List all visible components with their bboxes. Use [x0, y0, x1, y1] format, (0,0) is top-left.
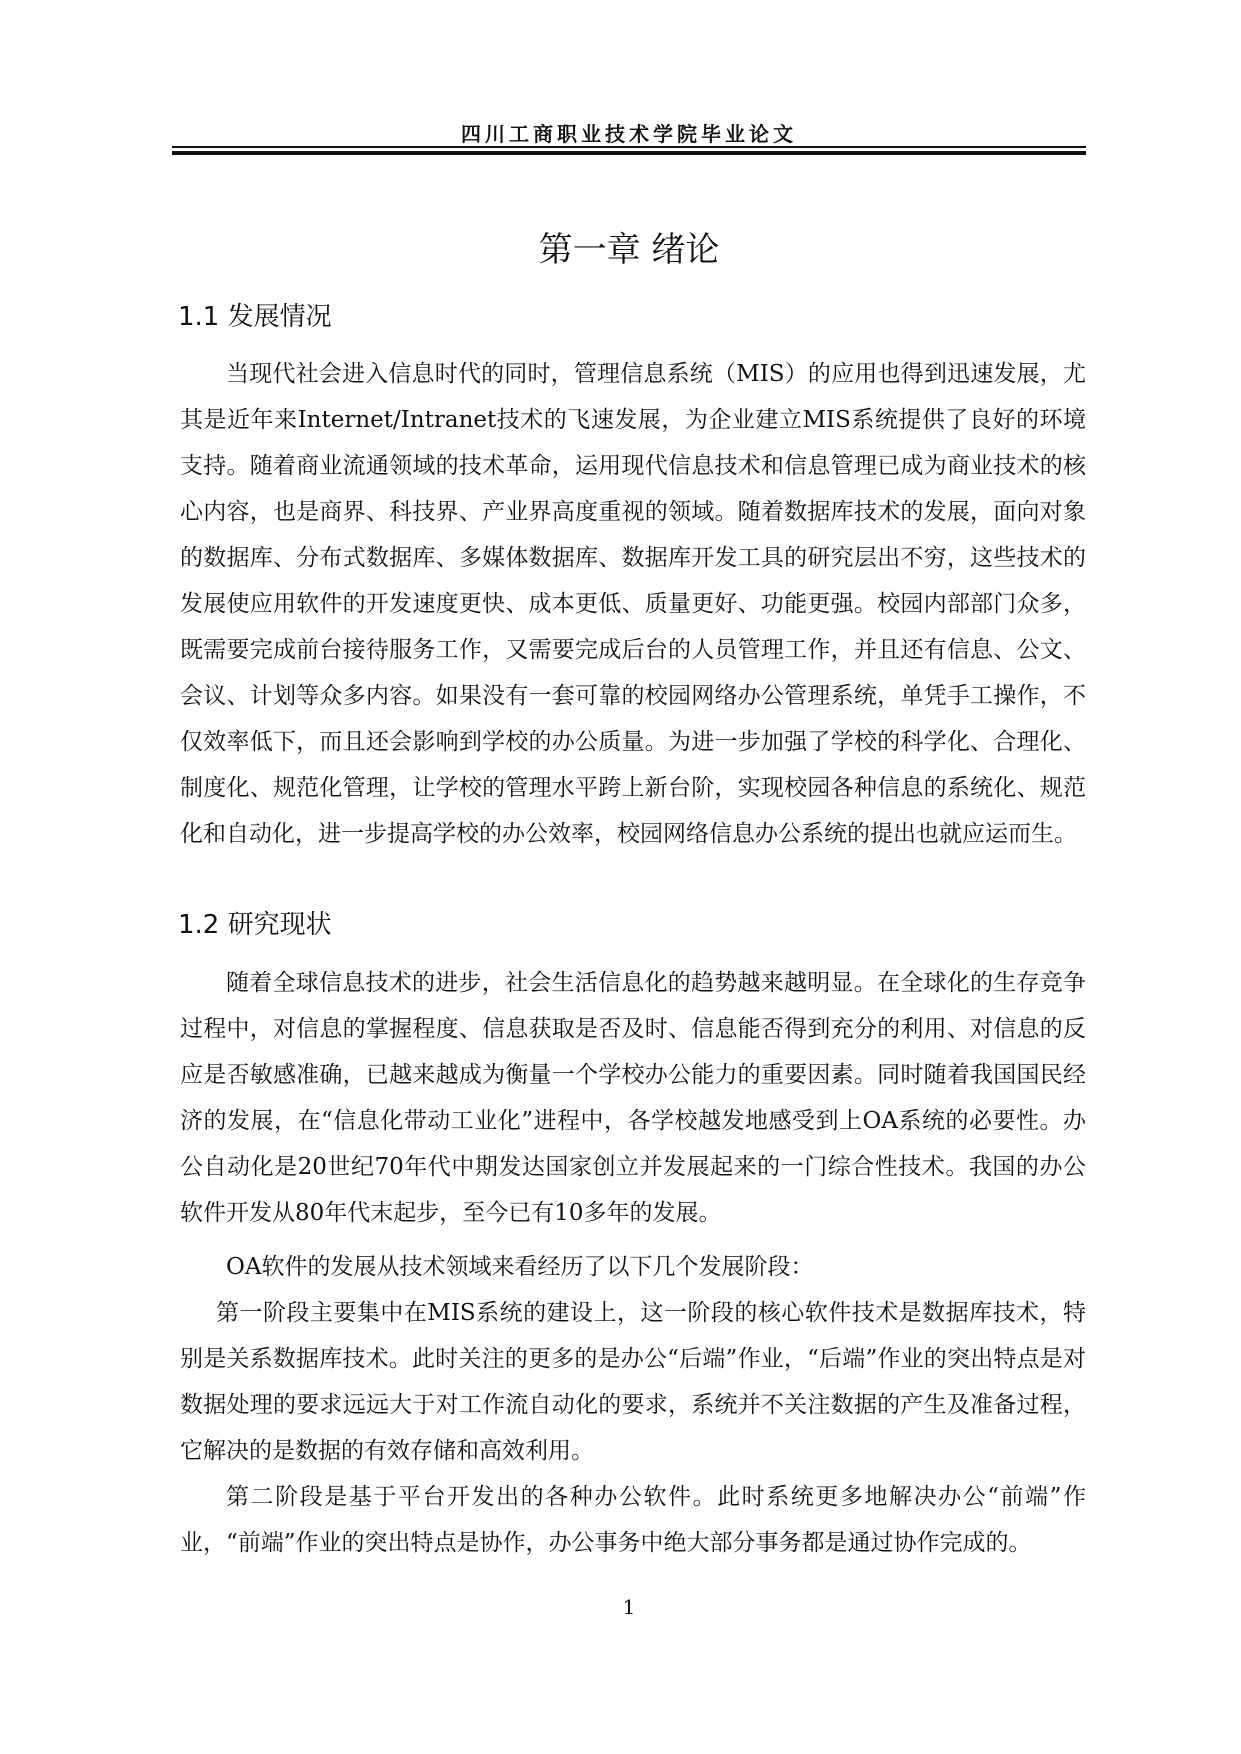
header-rule-thin — [172, 146, 1086, 148]
header-rule-thick — [172, 151, 1086, 155]
running-header: 四川工商职业技术学院毕业论文 — [461, 122, 797, 146]
paragraph: 当现代社会进入信息时代的同时，管理信息系统（MIS）的应用也得到迅速发展，尤其是近年来Internet/Intranet技术的飞速发展，为企业建立MIS系统提供了良好的环境支持。随着商业流通领域的技术革命，运用现代信息技术和信息管理已成为商业技术的核心内容，也是商界、科技界、产业界高度重视的领域。随着数据库技术的发展，面向对象的数据库、分布式数据库、多媒体数据库、数据库开发工具的研究层出不穷，这些技术的发展使应用软件的开发速度更快、成本更低、质量更好、功能更强。校园内部部门众多，既需要完成前台接待服务工作，又需要完成后台的人员管理工作，并且还有信息、公文、会议、计划等众多内容。如果没有一套可靠的校园网络办公管理系统，单凭手工操作，不仅效率低下，而且还会影响到学校的办公质量。为进一步加强了学校的科学化、合理化、制度化、规范化管理，让学校的管理水平跨上新台阶，实现校园各种信息的系统化、规范化和自动化，进一步提高学校的办公效率，校园网络信息办公系统的提出也就应运而生。 — [180, 361, 1086, 847]
chapter-title: 第一章 绪论 — [538, 230, 720, 270]
section-heading: 1.1 发展情况 — [178, 302, 332, 332]
paragraph: OA软件的发展从技术领域来看经历了以下几个发展阶段： — [226, 1254, 814, 1280]
paragraph: 随着全球信息技术的进步，社会生活信息化的趋势越来越明显。在全球化的生存竞争过程中，对信息的掌握程度、信息获取是否及时、信息能否得到充分的利用、对信息的反应是否敏感准确，已越来越成为衡量一个学校办公能力的重要因素。同时随着我国国民经济的发展，在“信息化带动工业化”进程中，各学校越发地感受到上OA系统的必要性。办公自动化是20世纪70年代中期发达国家创立并发展起来的一门综合性技术。我国的办公软件开发从80年代末起步，至今已有10多年的发展。 — [180, 970, 1086, 1226]
page-number: 1 — [622, 1595, 636, 1619]
paragraph: 第二阶段是基于平台开发出的各种办公软件。此时系统更多地解决办公“前端”作业，“前端”作业的突出特点是协作，办公事务中绝大部分事务都是通过协作完成的。 — [180, 1484, 1086, 1556]
paragraph: 第一阶段主要集中在MIS系统的建设上，这一阶段的核心软件技术是数据库技术，特别是关系数据库技术。此时关注的更多的是办公“后端”作业，“后端”作业的突出特点是对数据处理的要求远远大于对工作流自动化的要求，系统并不关注数据的产生及准备过程，它解决的是数据的有效存储和高效利用。 — [180, 1300, 1086, 1464]
section-heading: 1.2 研究现状 — [178, 910, 332, 940]
